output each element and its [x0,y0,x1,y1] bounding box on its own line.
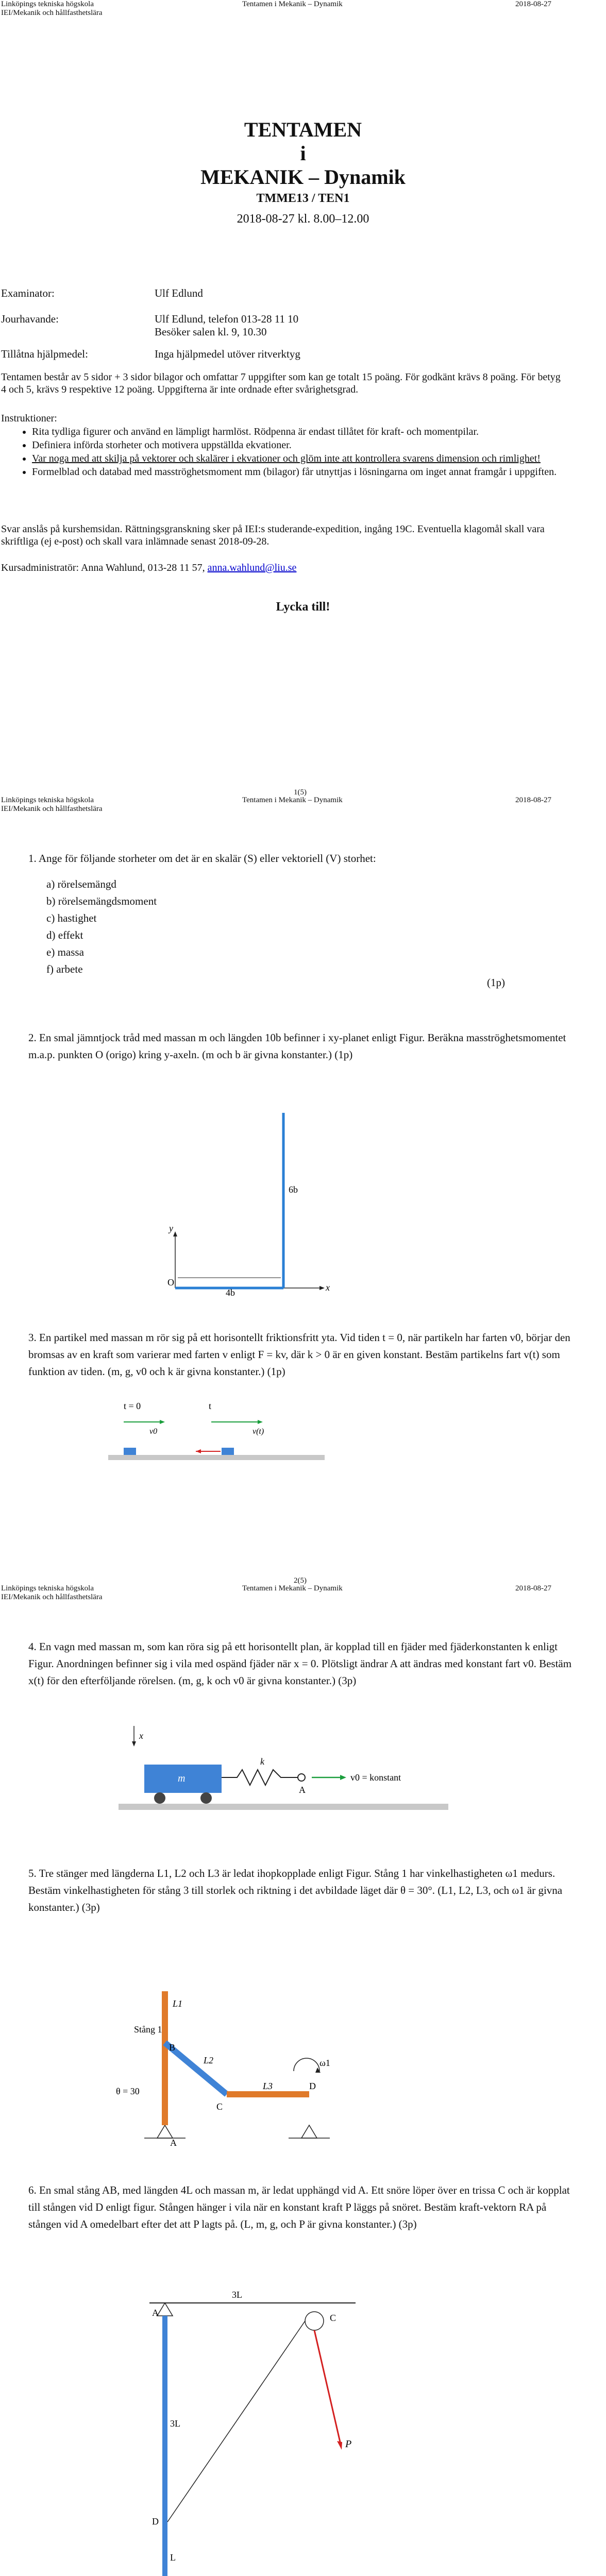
ground-surface [119,1804,448,1810]
support-A [157,2125,173,2138]
label-4b: 4b [226,1287,235,1298]
label-C: C [216,2102,223,2112]
instruction-item: • Formelblad och databad med masströghetsmoment mm (bilagor) får utnyttjas i lösningarna om inget annat framgår i uppgiften. [32,466,567,478]
exam-title-i: i [300,142,306,165]
label-v0: v0 [149,1427,158,1436]
velocity-v0-arrow-icon [160,1420,165,1424]
x-arrow-icon [132,1741,136,1747]
problem-5-figure [113,1940,381,2156]
y-axis-arrow-icon [173,1231,177,1236]
problem-4-text: 4. En vagn med massan m, som kan röra sig på ett horisontellt plan, är kopplad till en fjäder med fjäderkonstanten k enligt Figur. Anordningen befinner sig i vila med ospänd fjäder när x = 0. Plötsligt ändrar A att ändras med konstant fart v0. Bestäm x(t) för den efterföljande rörelsen. (m, g, k och v0 är givna konstanter.) (3p) [28,1640,572,1687]
rope [167,2321,305,2522]
instructions-title: Instruktioner: [1,413,57,424]
intro-paragraph: Tentamen består av 5 sidor + 3 sidor bilagor och omfattar 7 uppgifter som kan ge totalt 15 poäng. För godkänt krävs 8 poäng. För betyg 4 och 5, krävs 9 respektive 12 poäng. Uppgifterna är inte ordnade efter svårighetsgrad. [1,371,561,395]
page-number: 2(5) [294,1577,307,1585]
omega-arc [294,2058,319,2071]
label-vt: v(t) [252,1427,264,1436]
cart-wheel-left [154,1792,165,1804]
duty-value-2: Besöker salen kl. 9, 10.30 [155,326,267,338]
label-B: B [169,2042,176,2053]
label-m: m [178,1773,186,1784]
problem-1-items [46,876,510,978]
label-x: x [139,1731,143,1741]
force-P-arrow-icon [337,2441,342,2450]
duty-value-1: Ulf Edlund, telefon 013-28 11 10 [155,313,299,325]
label-D: D [309,2081,316,2091]
exam-title: TENTAMEN [244,118,362,141]
force-P-line [314,2330,340,2442]
spring [222,1770,299,1785]
problem-1-item: e) massa [46,946,84,958]
problem-6-figure [119,2287,386,2576]
header-course: Tentamen i Mekanik – Dynamik [242,1584,343,1592]
aids-label: Tillåtna hjälpmedel: [1,348,88,360]
problem-1-item: d) effekt [46,929,83,941]
answers-note: Svar anslås på kurshemsidan. Rättningsgranskning sker på IEI:s studerande-expedition, ingång 19C. Eventuella klagomål skall vara skriftliga (ej e-post) och skall vara inlämnade senast 2018-09-28. [1,523,545,547]
header-school-line1: Linköpings tekniska högskola [1,796,94,804]
problem-1-item: f) arbete [46,963,83,975]
label-A: A [299,1785,306,1795]
label-6b: 6b [289,1184,298,1195]
problem-1-item: c) hastighet [46,912,97,924]
label-stang-1: Stång 1 [134,2024,162,2035]
label-D: D [152,2516,159,2527]
header-school-line1: Linköpings tekniska högskola [1,1584,94,1592]
admin-label: Kursadministratör: Anna Wahlund, 013-28 11 57, [1,562,205,573]
exam-time: 2018-08-27 kl. 8.00–12.00 [237,212,369,226]
problem-2-text: 2. En smal jämntjock tråd med massan m och längden 10b befinner i xy-planet enligt Figur. Beräkna masströghetsmomentet m.a.p. punkten O (origo) kring y-axeln. (m och b är givna konstanter.) (1p) [28,1031,566,1061]
hinge-A [157,2303,173,2316]
label-P: P [345,2438,352,2450]
label-A: A [152,2308,159,2318]
label-L1: L1 [173,1998,183,2009]
exam-subject: MEKANIK – Dynamik [200,165,406,189]
label-L3: L3 [263,2081,273,2091]
label-omega: ω1 [319,2058,330,2068]
support-D [301,2125,317,2138]
instruction-item: • Definiera införda storheter och motivera uppställda ekvationer. [32,439,567,451]
header-school-line2: IEI/Mekanik och hållfasthetslära [1,805,103,813]
header-date: 2018-08-27 [515,796,551,804]
velocity-vt-arrow-icon [258,1420,263,1424]
label-3L-horizontal: 3L [232,2290,242,2300]
problem-5-text: 5. Tre stänger med längderna L1, L2 och L3 är ledat ihopkopplade enligt Figur. Stång 1 har vinkelhastigheten ω1 medurs. Bestäm vinkelhastigheten för stång 3 till storlek och riktning i det avbildade läget där θ = 30°. (L1, L2, L3, och ω1 är givna konstanter.) (3p) [28,1867,563,1913]
admin-email-link[interactable]: anna.wahlund@liu.se [207,562,297,573]
point-A [298,1774,305,1781]
header-school [1,1584,103,1602]
header-school [1,796,103,814]
x-axis-arrow-icon [319,1286,325,1290]
header-school-line1: Linköpings tekniska högskola [1,0,94,8]
ground-surface [108,1455,325,1460]
label-t: t [209,1401,212,1411]
label-A: A [170,2138,177,2148]
label-x: x [326,1282,330,1293]
label-origin: O [167,1277,174,1287]
label-L2: L2 [204,2055,214,2065]
problem-1-points: (1p) [487,976,505,989]
header-date: 2018-08-27 [515,1584,551,1592]
pulley-C [305,2312,324,2330]
duty-label: Jourhavande: [1,313,59,325]
header-course: Tentamen i Mekanik – Dynamik [242,0,343,8]
instruction-item: • Var noga med att skilja på vektorer och skalärer i ekvationer och glöm inte att kontrollera svarens dimension och rimlighet! [32,452,567,465]
label-theta: θ = 30 [116,2086,140,2096]
brake-force-arrow-icon [196,1449,201,1453]
problem-6-text: 6. En smal stång AB, med längden 4L och massan m, är ledat upphängd vid A. Ett snöre löper över en trissa C och är kopplat till stången vid D enligt figur. Stången hänger i vila när en konstant kraft P läggs på snöret. Bestäm kraft-vektorn RA på stången vid A omedelbart efter det att P lagts på. (L, m, g, och P är givna konstanter.) (3p) [28,2184,570,2230]
instruction-item: • Rita tydliga figurer och använd en lämpligt harmlöst. Rödpenna är endast tillåtet för kraft- och momentpilar. [32,426,567,438]
label-3L-vertical: 3L [170,2418,180,2429]
header-date: 2018-08-27 [515,0,551,8]
header-course: Tentamen i Mekanik – Dynamik [242,796,343,804]
label-k: k [260,1756,264,1767]
exam-code: TMME13 / TEN1 [256,192,350,205]
label-C: C [330,2313,336,2323]
examiner-value: Ulf Edlund [155,287,203,299]
particle-t0 [124,1448,136,1455]
problem-3-text: 3. En partikel med massan m rör sig på ett horisontellt friktionsfritt yta. Vid tiden t = 0, när partikeln har farten v0, börjar den bromsas av en kraft som varierar med farten v enligt F = kv, där k > 0 är en given konstant. Bestäm partikelns fart v(t) som funktion av tiden. (m, g, v0 och k är givna konstanter.) (1p) [28,1331,570,1378]
particle-t [222,1448,234,1455]
problem-1-item: b) rörelsemängdsmoment [46,895,157,907]
problem-1-text: 1. Ange för följande storheter om det är en skalär (S) eller vektoriell (V) storhet: [28,852,376,865]
label-v0: v0 = konstant [350,1772,401,1783]
course-admin [1,562,568,574]
page-number: 1(5) [294,788,307,796]
label-y: y [169,1223,173,1233]
header-school-line2: IEI/Mekanik och hållfasthetslära [1,9,103,17]
good-luck: Lycka till! [276,600,330,614]
v0-arrow-icon [340,1775,346,1780]
problem-2-figure [139,1082,345,1298]
header-school-line2: IEI/Mekanik och hållfasthetslära [1,1593,103,1601]
aids-value: Inga hjälpmedel utöver ritverktyg [155,348,300,360]
label-t0: t = 0 [124,1401,141,1411]
problem-1-item: a) rörelsemängd [46,878,116,890]
cart-wheel-right [200,1792,212,1804]
label-L: L [170,2552,176,2563]
examiner-label: Examinator: [1,287,55,299]
problem-3-figure [103,1399,335,1466]
instructions-list [21,426,567,479]
problem-4-figure [113,1716,474,1829]
header-school [1,0,103,18]
